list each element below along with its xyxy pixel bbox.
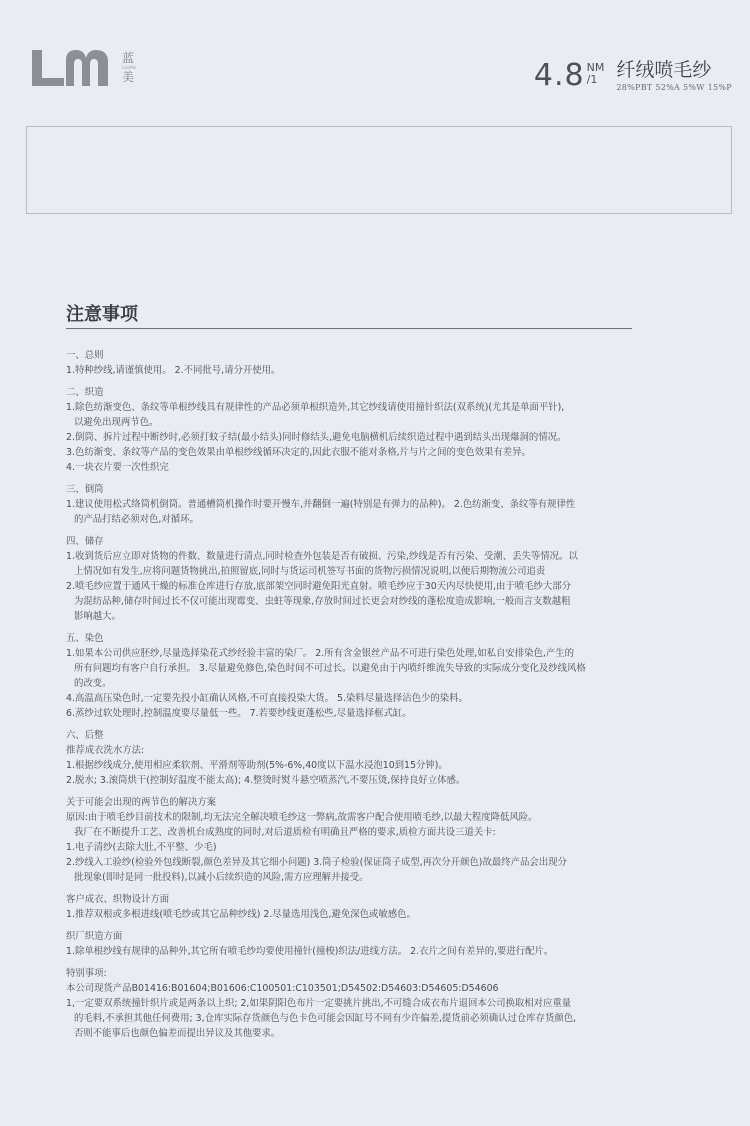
notice-line: 4.一块衣片要一次性织完 [66, 462, 169, 473]
spacer [66, 378, 696, 385]
notice-line: 四、储存 [66, 536, 104, 547]
brand-logo [30, 46, 136, 88]
spacer [66, 475, 696, 482]
notice-line: 1.推荐双根或多根进线(喷毛纱或其它品种纱线) 2.尽量选用浅色,避免深色或敏感色。 [66, 909, 416, 920]
logo-small-text: LanMei [122, 64, 137, 70]
title-divider [66, 328, 632, 329]
composition: 28%PBT 52%A 5%W 15%P [616, 83, 732, 92]
lm-logo-icon [30, 46, 118, 88]
notice-line: 1.如果本公司供应胚纱,尽量选择染花式纱经验丰富的染厂。 2.所有含金银丝产品不可进行染色处理,如私自安排染色,产生的 [66, 648, 574, 659]
notice-line: 1,一定要双系统撞针织片或是两条以上织; 2,如果阴阳色布片一定要挑片挑出,不可缝合成衣布片退回本公司换取相对应重量 [66, 998, 572, 1009]
notice-line: 特别事项: [66, 968, 107, 979]
notice-content [66, 348, 696, 1041]
notice-line: 1.根据纱线成分,使用相应柔软剂、平滑剂等助剂(5%-6%,40度以下温水浸泡10到15分钟)。 [66, 760, 448, 771]
notice-line: 1.特种纱线,请谨慎使用。 2.不同批号,请分开使用。 [66, 365, 281, 376]
notice-line: 2.纱线入工验纱(检验外包线断裂,颜色差异及其它细小问题) 3.筒子检验(保证筒子成型,再次分开颜色)故最终产品会出现分 [66, 857, 567, 868]
spacer [66, 959, 696, 966]
notice-line: 否则不能事后也颜色偏差而提出异议及其他要求。 [74, 1028, 281, 1039]
notice-line: 的改变。 [74, 678, 112, 689]
yarn-count: 4.8 [533, 58, 585, 93]
notice-line: 的毛料,不承担其他任何费用; 3,仓库实际存货颜色与色卡色可能会因缸号不同有少许偏差,提货前必须确认过仓库存货颜色, [74, 1013, 577, 1024]
spacer [66, 788, 696, 795]
notice-line: 影响越大。 [74, 611, 121, 622]
notice-line: 二、织造 [66, 387, 104, 398]
yarn-count-unit [587, 62, 605, 86]
notice-line: 三、倒筒 [66, 484, 104, 495]
notice-line: 1.电子清纱(去除大肚,不平整、少毛) [66, 842, 217, 853]
notice-line: 1.建议使用松式络筒机倒筒。普通槽筒机操作时要开慢车,并翻倒一遍(特别是有弹力的品种)。 2.色纺渐变、条纹等有规律性 [66, 499, 576, 510]
spacer [66, 885, 696, 892]
fraction-label: /1 [586, 73, 598, 86]
spacer [66, 624, 696, 631]
notice-line: 2.倒筒、拆片过程中断纱时,必须打蚊子结(最小结头)同时修结头,避免电脑横机后续织造过程中遇到结头出现爆洞的情况。 [66, 432, 567, 443]
blank-frame [26, 126, 732, 214]
notice-line: 关于可能会出现的两节色的解决方案 [66, 797, 217, 808]
spacer [66, 527, 696, 534]
notice-line: 推荐成衣洗水方法: [66, 745, 145, 756]
notice-line: 客户成衣、织物设计方面 [66, 894, 170, 905]
notice-line: 2.喷毛纱应置于通风干燥的标准仓库进行存放,底部架空同时避免阳光直射。喷毛纱应于30天内尽快使用,由于喷毛纱大部分 [66, 581, 571, 592]
spacer [66, 922, 696, 929]
product-name: 纤绒喷毛纱 [616, 59, 712, 81]
notice-line: 原因:由于喷毛纱目前技术的限制,均无法完全解决喷毛纱这一弊病,故需客户配合使用喷毛纱,以最大程度降低风险。 [66, 812, 538, 823]
logo-cn-1: 蓝 [122, 50, 135, 65]
notice-line: 4.高温高压染色时,一定要先投小缸确认风格,不可直接投染大货。 5.染料尽量选择沾色少的染料。 [66, 693, 468, 704]
notice-line: 以避免出现两节色。 [74, 417, 159, 428]
yarn-spec [534, 58, 732, 94]
notice-title: 注意事项 [66, 304, 138, 325]
notice-line: 一、总则 [66, 350, 104, 361]
spacer [66, 721, 696, 728]
notice-line: 为混纺品种,储存时间过长不仅可能出现霉变、虫蛀等现象,存放时间过长更会对纱线的蓬松度造成影响,一般而言支数越粗 [74, 596, 571, 607]
notice-line: 3.色纺渐变、条纹等产品的变色效果由单根纱线循环决定的,因此衣服不能对条格,片与片之间的变色效果有差异。 [66, 447, 531, 458]
notice-line: 所有问题均有客户自行承担。 3.尽量避免修色,染色时间不可过长。以避免由于内喷纤维流失导致的实际成分变化及纱线风格 [74, 663, 586, 674]
notice-line: 六、后整 [66, 730, 104, 741]
notice-line: 1.收到货后应立即对货物的件数、数量进行清点,同时检查外包装是否有破损、污染,纱线是否有污染、受潮、丢失等情况。以 [66, 551, 578, 562]
logo-cn-2: 美 [122, 69, 135, 84]
notice-line: 2.脱水; 3.滚筒烘干(控制好温度不能太高); 4.整烫时熨斗悬空喷蒸汽,不要压烫,保持良好立体感。 [66, 775, 466, 786]
notice-line: 本公司现货产品B01416:B01604;B01606:C100501:C103501;D54502:D54603:D54605:D54606 [66, 983, 499, 994]
notice-line: 上情况如有发生,应将问题货物挑出,拍照留底,同时与货运司机签写书面的货物污损情况说明,以便后期物流公司追责 [74, 566, 546, 577]
notice-line: 1.除色纺渐变色、条纹等单根纱线具有规律性的产品必须单根织造外,其它纱线请使用撞针织法(双系统)(尤其是单面平针), [66, 402, 565, 413]
notice-line: 五、染色 [66, 633, 104, 644]
notice-line: 织厂织造方面 [66, 931, 123, 942]
notice-line: 我厂在不断提升工艺、改善机台成熟度的同时,对后道质检有明确且严格的要求,质检方面共设三道关卡: [74, 827, 496, 838]
notice-line: 的产品打结必须对色,对循环。 [74, 514, 199, 525]
nm-label: NM [586, 61, 605, 74]
notice-line: 6.蒸纱过软处理时,控制温度要尽量低一些。 7.若要纱线更蓬松些,尽量选择框式缸。 [66, 708, 412, 719]
notice-line: 1.除单根纱线有规律的品种外,其它所有喷毛纱均要使用撞针(撞梭)织法/进线方法。 2.衣片之间有差异的,要进行配片。 [66, 946, 554, 957]
notice-line: 批现象(即时是同一批投料),以减小后续织造的风险,需方应理解并接受。 [74, 872, 369, 883]
